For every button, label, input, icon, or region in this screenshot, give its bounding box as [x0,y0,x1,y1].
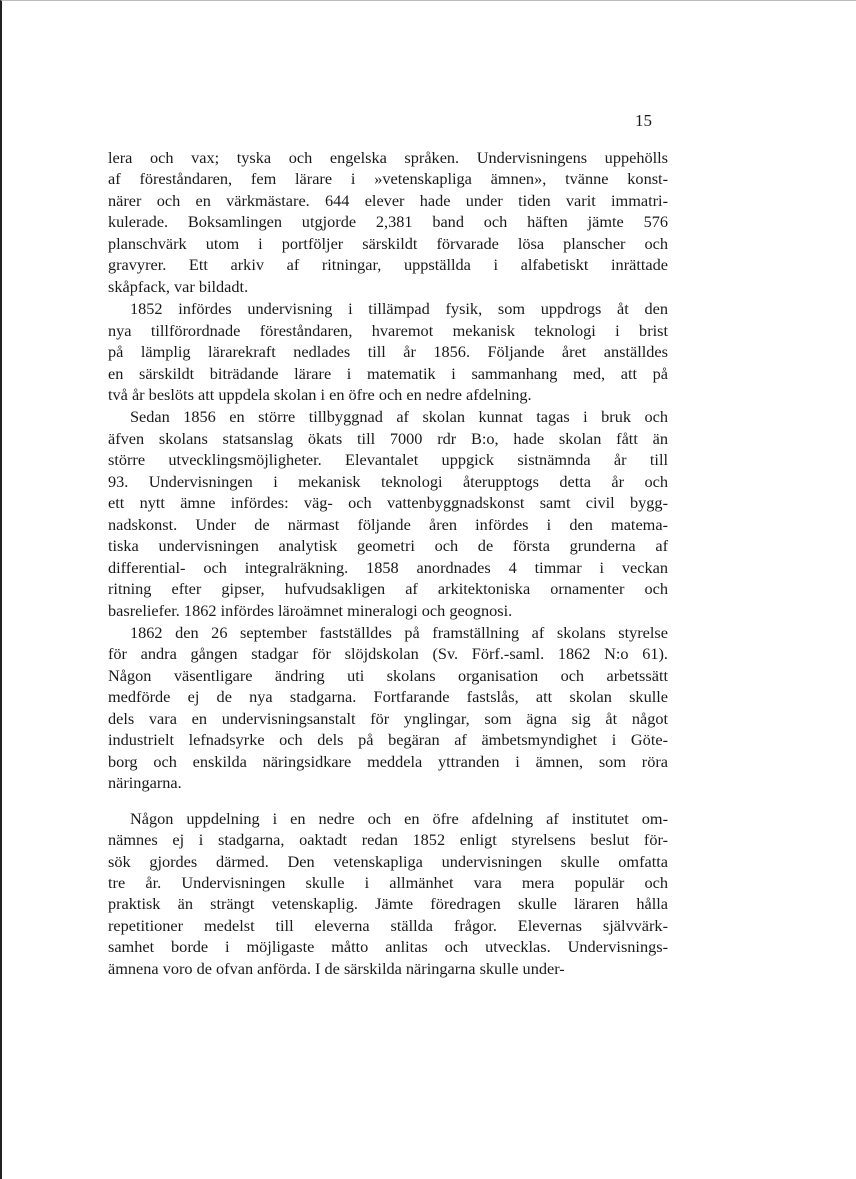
text-line: kulerade. Boksamlingen utgjorde 2,381 band och häften jämte 576 [108,212,668,232]
paragraph [108,147,668,297]
text-line: 1862 den 26 september fastställdes på framställning af skolans styrelse [130,622,668,642]
text-line: sök gjordes därmed. Den vetenskapliga undervisningen skulle omfatta [108,851,668,871]
text-line: praktisk än strängt vetenskaplig. Jämte föredragen skulle läraren hålla [108,894,668,914]
text-line: medförde ej de nya stadgarna. Fortfarande fastslås, att skolan skulle [108,687,668,707]
text-line: lera och vax; tyska och engelska språken. Undervisningens uppehölls [108,148,668,167]
text-line: nämnes ej i stadgarna, oaktadt redan 1852 enligt styrelsens beslut för- [108,830,668,850]
text-line: planschvärk utom i portföljer särskildt förvarade lösa planscher och [108,233,668,253]
text-line: af föreståndaren, fem lärare i »vetenskapliga ämnen», tvänne konst- [108,169,668,189]
text-line: samhet borde i möjligaste måtto anlitas och utvecklas. Undervisnings- [108,937,668,957]
text-line: borg och enskilda näringsidkare meddela yttranden i ämnen, som röra [108,751,668,771]
text-line: dels vara en undervisningsanstalt för ynglingar, som ägna sig åt något [108,708,668,728]
text-line: repetitioner medelst till eleverna ställda frågor. Elevernas självvärk- [108,915,668,935]
text-line: äfven skolans statsanslag ökats till 7000 rdr B:o, hade skolan fått än [108,428,668,448]
text-line: ritning efter gipser, hufvudsakligen af arkitektoniska ornamenter och [108,579,668,599]
paragraph [108,622,668,794]
paragraph [108,406,668,621]
text-line: för andra gången stadgar för slöjdskolan (Sv. Förf.-saml. 1862 N:o 61). [108,644,668,664]
text-line: Sedan 1856 en större tillbyggnad af skolan kunnat tagas i bruk och [130,407,668,427]
text-line: en särskildt biträdande lärare i matematik i sammanhang med, att på [108,363,668,383]
text-line: industrielt lefnadsyrke och dels på begäran af ämbetsmyndighet i Göte- [108,730,668,750]
text-line: basreliefer. 1862 infördes läroämnet mineralogi och geognosi. [108,600,513,620]
text-line: två år beslöts att uppdela skolan i en öfre och en nedre afdelning. [108,384,532,404]
text-line: tiska undervisningen analytisk geometri och de första grunderna af [108,536,668,556]
text-line: 1852 infördes undervisning i tillämpad fysik, som uppdrogs åt den [130,299,668,319]
text-line: större utvecklingsmöjligheter. Elevantalet uppgick sistnämnda år till [108,450,668,470]
text-line: ett nytt ämne infördes: väg- och vattenbyggnadskonst samt civil bygg- [108,493,668,513]
page-number: 15 [635,111,652,130]
text-line: differential- och integralräkning. 1858 anordnades 4 timmar i veckan [108,557,668,577]
text-line: på lämplig lärarekraft nedlades till år 1856. Följande året anställdes [108,342,668,362]
paragraph [108,808,668,980]
text-line: Någon uppdelning i en nedre och en öfre afdelning af institutet om- [130,808,668,828]
text-line: näringarna. [108,773,182,793]
text-line: ämnena voro de ofvan anförda. I de särskilda näringarna skulle under- [108,958,565,978]
body-text [108,147,668,979]
text-line: 93. Undervisningen i mekanisk teknologi återupptogs detta år och [108,471,668,491]
text-line: nya tillförordnade föreståndaren, hvaremot mekanisk teknologi i brist [108,320,668,340]
text-line: närer och en värkmästare. 644 elever hade under tiden varit immatri- [108,190,668,210]
paragraph [108,298,668,405]
text-line: tre år. Undervisningen skulle i allmänhet vara mera populär och [108,872,668,892]
text-line: nadskonst. Under de närmast följande åren infördes i den matema- [108,514,668,534]
text-line: Någon väsentligare ändring uti skolans organisation och arbetssätt [108,665,668,685]
text-line: gravyrer. Ett arkiv af ritningar, uppställda i alfabetiskt inrättade [108,255,668,275]
text-line: skåpfack, var bildadt. [108,276,249,296]
